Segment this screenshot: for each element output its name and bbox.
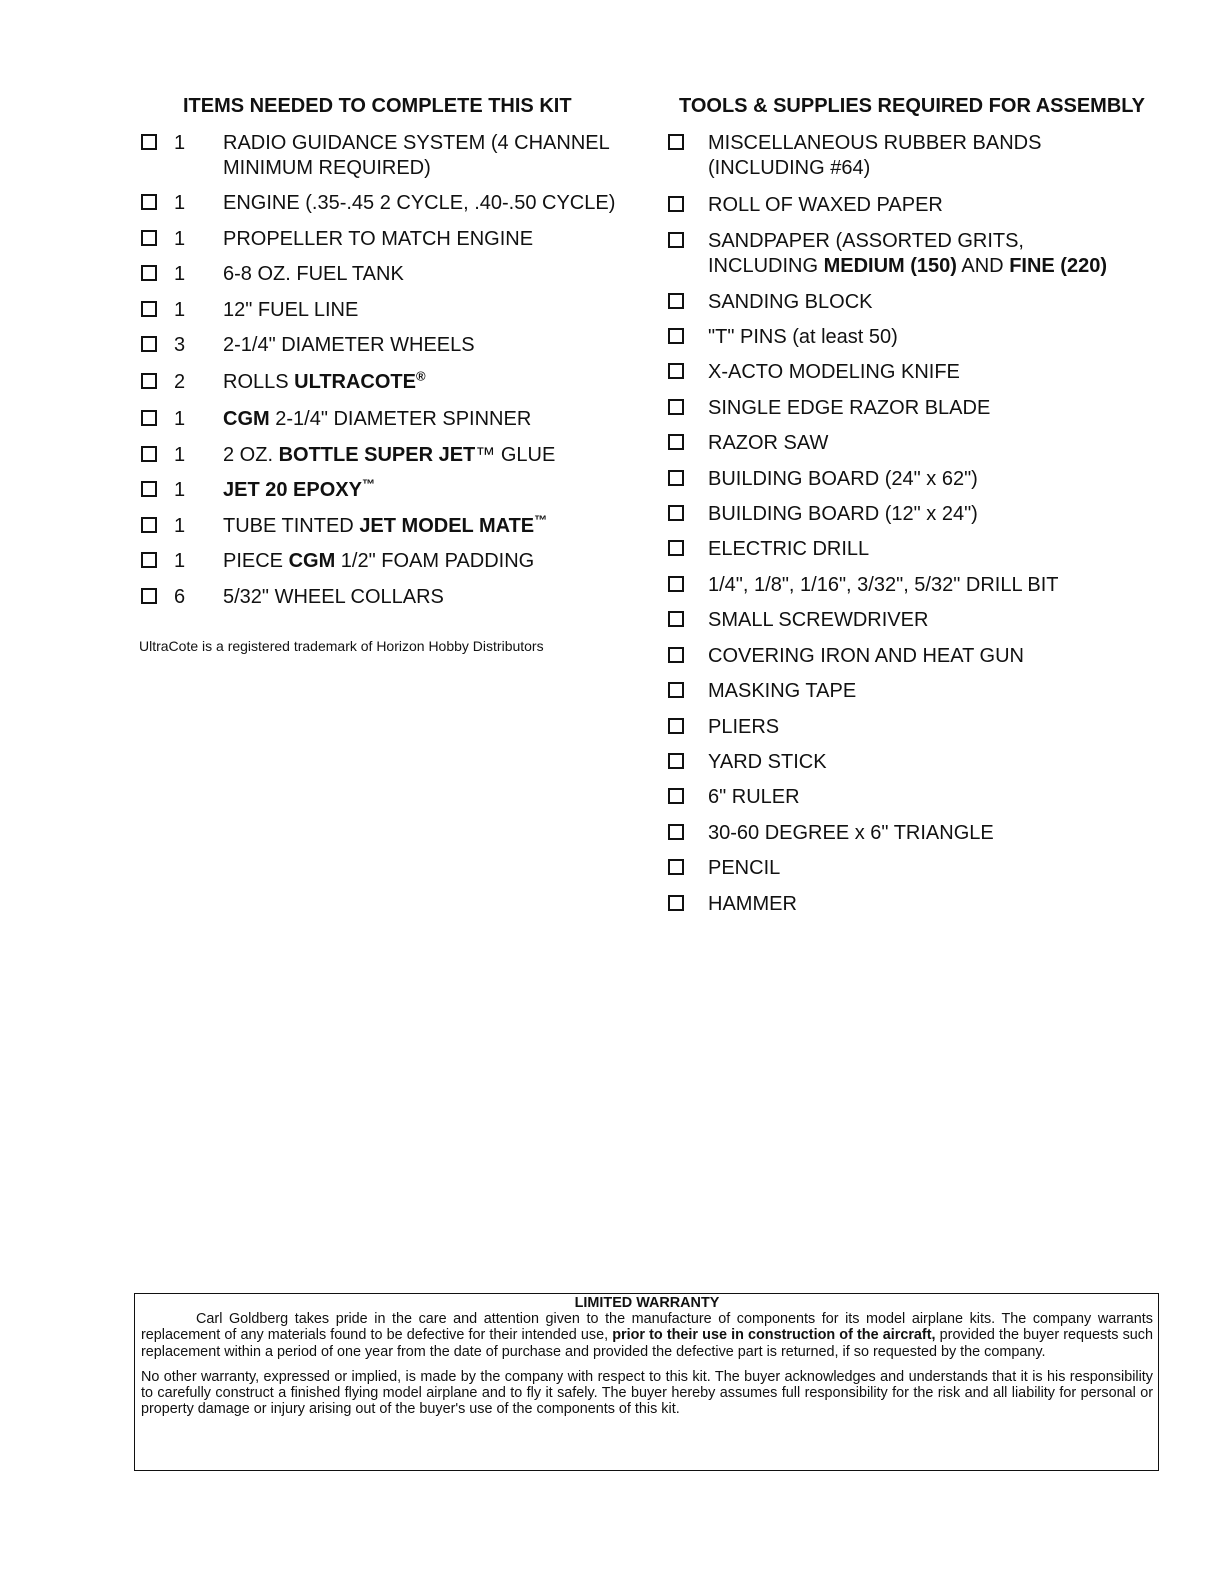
item-description [223, 585, 640, 610]
tool-item [667, 360, 1167, 385]
text-segment: ROLL OF WAXED PAPER [708, 194, 943, 216]
item-description [708, 573, 1167, 598]
tool-item [667, 537, 1167, 562]
text-segment: ELECTRIC DRILL [708, 538, 870, 560]
text-segment: MASKING TAPE [708, 680, 857, 702]
text-segment: "T" PINS (at least 50) [708, 326, 898, 348]
item-description [708, 892, 1167, 917]
tool-item [667, 131, 1167, 181]
kit-item [140, 549, 640, 574]
checkbox-icon[interactable] [668, 753, 684, 769]
checkbox-icon[interactable] [668, 718, 684, 734]
text-segment: 1/2" FOAM PADDING [335, 550, 535, 572]
text-segment: SANDING BLOCK [708, 291, 873, 313]
warranty-paragraph-2: No other warranty, expressed or implied, is made by the company with respect to this kit. The buyer acknowledges and understands that it is his responsibility to carefully construct a finished flying model airplane and to fly it safely. The buyer hereby assumes full responsibility for the risk and all liability for personal or property damage or injury arising out of the buyer's use of the components of this kit. [141, 1368, 1153, 1418]
item-quantity: 1 [174, 408, 186, 430]
item-quantity: 2 [174, 371, 186, 393]
text-segment: PROPELLER TO MATCH ENGINE [223, 228, 534, 250]
text-segment: MISCELLANEOUS RUBBER BANDS (INCLUDING #64) [708, 132, 1042, 179]
item-quantity: 1 [174, 479, 186, 501]
item-description [223, 298, 640, 323]
checkbox-icon[interactable] [668, 232, 684, 248]
checkbox-icon[interactable] [141, 301, 157, 317]
item-description [708, 821, 1167, 846]
item-description [223, 407, 640, 432]
checkbox-icon[interactable] [668, 895, 684, 911]
checkbox-icon[interactable] [141, 481, 157, 497]
checkbox-icon[interactable] [141, 194, 157, 210]
item-description [223, 514, 640, 539]
item-description [223, 370, 640, 395]
tool-item [667, 608, 1167, 633]
checkbox-icon[interactable] [668, 824, 684, 840]
item-description [708, 644, 1167, 669]
text-segment: 12" FUEL LINE [223, 299, 359, 321]
tool-item [667, 290, 1167, 315]
kit-item [140, 514, 640, 539]
item-description [708, 360, 1167, 385]
checkbox-icon[interactable] [141, 265, 157, 281]
kit-item [140, 478, 640, 503]
checkbox-icon[interactable] [141, 446, 157, 462]
kit-item [140, 262, 640, 287]
kit-item [140, 131, 640, 181]
item-quantity: 6 [174, 586, 186, 608]
bold-text: BOTTLE SUPER JET [278, 444, 476, 466]
kit-item [140, 585, 640, 610]
trademark-symbol: ® [416, 368, 426, 384]
checkbox-icon[interactable] [668, 859, 684, 875]
tool-item [667, 679, 1167, 704]
tool-item [667, 467, 1167, 492]
tool-item [667, 785, 1167, 810]
text-segment: Carl Goldberg takes pride in the care and attention given to the manufacture of components for its model airplane kits. The company warrants replacement of any materials found to be defective for their intended use, [141, 1311, 1153, 1344]
item-quantity: 1 [174, 228, 186, 250]
item-quantity: 1 [174, 192, 186, 214]
bold-text: MEDIUM (150) [823, 255, 957, 277]
trademark-symbol: ™ [361, 476, 375, 492]
item-description [708, 856, 1167, 881]
checkbox-icon[interactable] [668, 540, 684, 556]
item-description [708, 785, 1167, 810]
item-description [708, 131, 1148, 181]
trademark-symbol: ™ [534, 512, 548, 528]
text-segment: 2-1/4" DIAMETER WHEELS [223, 334, 475, 356]
text-segment: 2 OZ. [223, 444, 279, 466]
checkbox-icon[interactable] [668, 470, 684, 486]
item-description [708, 502, 1167, 527]
bold-text: ULTRACOTE [294, 371, 416, 393]
text-segment: 1/4", 1/8", 1/16", 3/32", 5/32" DRILL BIT [708, 574, 1059, 596]
text-segment: PIECE [223, 550, 289, 572]
text-segment: BUILDING BOARD (12" x 24") [708, 503, 978, 525]
trademark-note: UltraCote is a registered trademark of Horizon Hobby Distributors [139, 638, 544, 654]
text-segment: 6-8 OZ. FUEL TANK [223, 263, 404, 285]
tool-item [667, 715, 1167, 740]
item-description [223, 191, 640, 216]
tool-item [667, 821, 1167, 846]
item-quantity: 1 [174, 550, 186, 572]
tool-item [667, 750, 1167, 775]
kit-item [140, 443, 640, 468]
checkbox-icon[interactable] [668, 293, 684, 309]
item-quantity: 1 [174, 299, 186, 321]
text-segment: provided the buyer requests such replacement within a period of one year from the date of purchase and provided the defective part is returned, if so requested by the company. [141, 1327, 1153, 1360]
item-description [223, 478, 640, 503]
bold-text: CGM [288, 550, 336, 572]
item-description [708, 715, 1167, 740]
item-description [708, 679, 1167, 704]
checkbox-icon[interactable] [141, 134, 157, 150]
checkbox-icon[interactable] [668, 328, 684, 344]
kit-item [140, 227, 640, 252]
item-quantity: 1 [174, 132, 186, 154]
item-description [708, 290, 1167, 315]
items-needed-title: ITEMS NEEDED TO COMPLETE THIS KIT [183, 95, 572, 117]
text-segment: 5/32" WHEEL COLLARS [223, 586, 444, 608]
checkbox-icon[interactable] [668, 399, 684, 415]
tool-item [667, 892, 1167, 917]
text-segment: PENCIL [708, 857, 781, 879]
bold-text: FINE (220) [1009, 255, 1107, 277]
item-description [708, 750, 1167, 775]
tool-item [667, 396, 1167, 421]
item-description [708, 431, 1167, 456]
checkbox-icon[interactable] [668, 576, 684, 592]
text-segment: BUILDING BOARD (24" x 62") [708, 468, 978, 490]
text-segment: 2-1/4" DIAMETER SPINNER [269, 408, 532, 430]
text-segment: COVERING IRON AND HEAT GUN [708, 645, 1024, 667]
text-segment: X-ACTO MODELING KNIFE [708, 361, 960, 383]
text-segment: HAMMER [708, 893, 797, 915]
checkbox-icon[interactable] [141, 230, 157, 246]
checkbox-icon[interactable] [668, 134, 684, 150]
item-description [223, 443, 640, 468]
bold-text: JET MODEL MATE [359, 515, 535, 537]
checkbox-icon[interactable] [668, 505, 684, 521]
text-segment: RAZOR SAW [708, 432, 829, 454]
bold-text: prior to their use in construction of the aircraft, [612, 1327, 936, 1344]
checkbox-icon[interactable] [668, 682, 684, 698]
text-segment: 30-60 DEGREE x 6" TRIANGLE [708, 822, 994, 844]
text-segment: SINGLE EDGE RAZOR BLADE [708, 397, 991, 419]
kit-item [140, 407, 640, 432]
item-description [708, 193, 1167, 218]
checkbox-icon[interactable] [668, 434, 684, 450]
text-segment: SANDPAPER (ASSORTED GRITS, INCLUDING [708, 230, 1024, 277]
tool-item [667, 325, 1167, 350]
checkbox-icon[interactable] [668, 196, 684, 212]
text-segment: SMALL SCREWDRIVER [708, 609, 929, 631]
checkbox-icon[interactable] [668, 611, 684, 627]
item-description [223, 227, 640, 252]
bold-text: CGM [223, 408, 270, 430]
tool-item [667, 229, 1167, 279]
item-description [708, 229, 1128, 279]
item-quantity: 1 [174, 515, 186, 537]
tool-item [667, 502, 1167, 527]
bold-text: JET 20 EPOXY [223, 479, 362, 501]
item-description [223, 549, 640, 574]
text-segment: ENGINE (.35-.45 2 CYCLE, .40-.50 CYCLE) [223, 192, 616, 214]
text-segment: YARD STICK [708, 751, 827, 773]
warranty-title: LIMITED WARRANTY [574, 1295, 720, 1311]
text-segment: 6" RULER [708, 786, 800, 808]
item-description [708, 608, 1167, 633]
checkbox-icon[interactable] [141, 410, 157, 426]
item-quantity: 3 [174, 334, 186, 356]
text-segment: ROLLS [223, 371, 295, 393]
kit-item [140, 191, 640, 216]
item-quantity: 1 [174, 263, 186, 285]
tool-item [667, 431, 1167, 456]
checkbox-icon[interactable] [141, 373, 157, 389]
text-segment: AND [956, 255, 1010, 277]
kit-item [140, 370, 640, 395]
kit-item [140, 333, 640, 358]
item-description [223, 262, 640, 287]
item-description [708, 325, 1167, 350]
checkbox-icon[interactable] [141, 336, 157, 352]
checkbox-icon[interactable] [141, 552, 157, 568]
text-segment: TUBE TINTED [223, 515, 360, 537]
checkbox-icon[interactable] [668, 788, 684, 804]
checkbox-icon[interactable] [668, 647, 684, 663]
checkbox-icon[interactable] [141, 588, 157, 604]
tool-item [667, 193, 1167, 218]
item-description [708, 537, 1167, 562]
item-quantity: 1 [174, 444, 186, 466]
text-segment: ™ GLUE [475, 444, 556, 466]
item-description [223, 333, 640, 358]
tool-item [667, 856, 1167, 881]
item-description [708, 467, 1167, 492]
kit-item [140, 298, 640, 323]
checkbox-icon[interactable] [668, 363, 684, 379]
item-description [223, 131, 623, 181]
tools-supplies-title: TOOLS & SUPPLIES REQUIRED FOR ASSEMBLY [679, 95, 1145, 117]
tool-item [667, 644, 1167, 669]
warranty-paragraph-1 [141, 1311, 1153, 1360]
text-segment: PLIERS [708, 716, 780, 738]
limited-warranty-box [134, 1293, 1159, 1471]
tool-item [667, 573, 1167, 598]
checkbox-icon[interactable] [141, 517, 157, 533]
text-segment: RADIO GUIDANCE SYSTEM (4 CHANNEL MINIMUM REQUIRED) [223, 132, 609, 179]
item-description [708, 396, 1167, 421]
